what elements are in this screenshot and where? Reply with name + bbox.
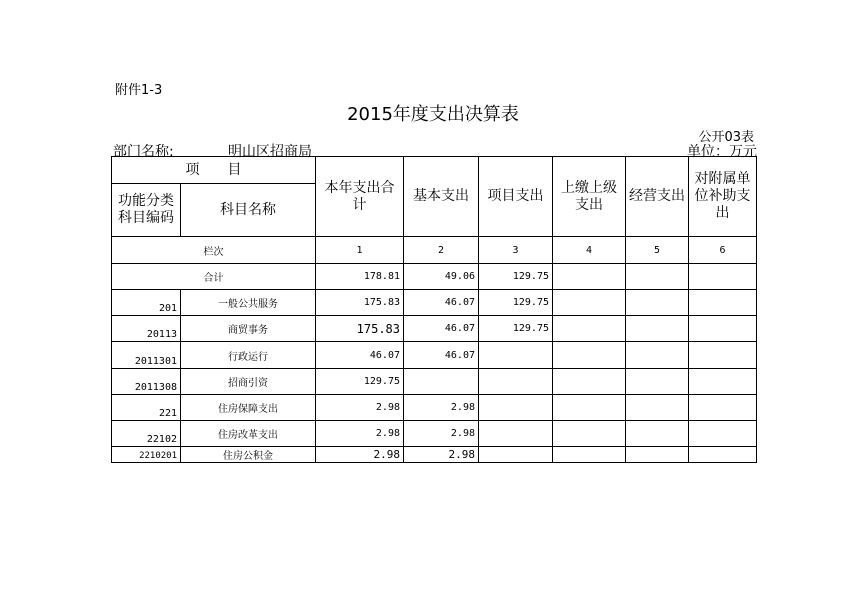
total-value: 2.98 [316, 447, 404, 463]
total-value: 2.98 [316, 395, 404, 421]
col-number: 5 [626, 237, 689, 264]
table-row [112, 421, 757, 447]
basic-value: 46.07 [404, 290, 479, 316]
subsidy-value [689, 264, 757, 290]
col-number-label: 栏次 [112, 237, 316, 264]
function-code: 20113 [112, 316, 181, 342]
operating-value [626, 395, 689, 421]
col-number: 2 [404, 237, 479, 264]
department-name: 明山区招商局 [228, 144, 312, 160]
function-code: 2011308 [112, 369, 181, 395]
subject-name: 招商引资 [181, 369, 316, 395]
table-row [112, 395, 757, 421]
subsidy-value [689, 342, 757, 369]
attachment-label: 附件1-3 [115, 83, 163, 98]
subject-name: 住房公积金 [181, 447, 316, 463]
project-value: 129.75 [479, 290, 553, 316]
upper-value [553, 342, 626, 369]
project-value [479, 447, 553, 463]
page-title: 2015年度支出决算表 [347, 104, 519, 125]
header-item: 项 目 [112, 157, 316, 184]
upper-value [553, 395, 626, 421]
basic-value: 46.07 [404, 342, 479, 369]
basic-value: 49.06 [404, 264, 479, 290]
operating-value [626, 316, 689, 342]
function-code: 2210201 [112, 447, 181, 463]
subsidy-value [689, 316, 757, 342]
function-code: 22102 [112, 421, 181, 447]
subsidy-value [689, 290, 757, 316]
unit-label: 单位：万元 [687, 144, 757, 160]
function-code: 221 [112, 395, 181, 421]
header-name: 科目名称 [181, 184, 316, 237]
subject-name: 商贸事务 [181, 316, 316, 342]
project-value [479, 369, 553, 395]
form-number: 公开03表 [698, 130, 754, 145]
subject-name: 行政运行 [181, 342, 316, 369]
project-value: 129.75 [479, 316, 553, 342]
operating-value [626, 447, 689, 463]
header-upper: 上缴上级支出 [553, 157, 626, 237]
subject-name: 住房保障支出 [181, 395, 316, 421]
header-operating: 经营支出 [626, 157, 689, 237]
expenditure-table [111, 156, 757, 463]
total-label: 合计 [112, 264, 316, 290]
header-total: 本年支出合计 [316, 157, 404, 237]
upper-value [553, 447, 626, 463]
header-basic: 基本支出 [404, 157, 479, 237]
operating-value [626, 369, 689, 395]
function-code: 2011301 [112, 342, 181, 369]
table-row [112, 316, 757, 342]
function-code: 201 [112, 290, 181, 316]
total-value: 178.81 [316, 264, 404, 290]
upper-value [553, 290, 626, 316]
total-row [112, 264, 757, 290]
subject-name: 住房改革支出 [181, 421, 316, 447]
operating-value [626, 290, 689, 316]
subsidy-value [689, 447, 757, 463]
total-value: 46.07 [316, 342, 404, 369]
table-row [112, 290, 757, 316]
upper-value [553, 264, 626, 290]
col-number: 6 [689, 237, 757, 264]
total-value: 129.75 [316, 369, 404, 395]
subsidy-value [689, 369, 757, 395]
operating-value [626, 342, 689, 369]
table-row [112, 342, 757, 369]
basic-value: 2.98 [404, 395, 479, 421]
header-code: 功能分类科目编码 [112, 184, 181, 237]
basic-value: 2.98 [404, 447, 479, 463]
table-row [112, 369, 757, 395]
column-number-row [112, 237, 757, 264]
total-value: 175.83 [316, 290, 404, 316]
col-number: 3 [479, 237, 553, 264]
operating-value [626, 264, 689, 290]
basic-value: 2.98 [404, 421, 479, 447]
header-project: 项目支出 [479, 157, 553, 237]
department-label: 部门名称: [113, 144, 174, 160]
col-number: 4 [553, 237, 626, 264]
total-value: 175.83 [316, 316, 404, 342]
project-value [479, 342, 553, 369]
basic-value [404, 369, 479, 395]
upper-value [553, 369, 626, 395]
project-value [479, 395, 553, 421]
operating-value [626, 421, 689, 447]
project-value: 129.75 [479, 264, 553, 290]
project-value [479, 421, 553, 447]
table-row [112, 447, 757, 463]
header-subsidy: 对附属单位补助支出 [689, 157, 757, 237]
upper-value [553, 421, 626, 447]
subject-name: 一般公共服务 [181, 290, 316, 316]
col-number: 1 [316, 237, 404, 264]
subsidy-value [689, 421, 757, 447]
subsidy-value [689, 395, 757, 421]
upper-value [553, 316, 626, 342]
total-value: 2.98 [316, 421, 404, 447]
basic-value: 46.07 [404, 316, 479, 342]
